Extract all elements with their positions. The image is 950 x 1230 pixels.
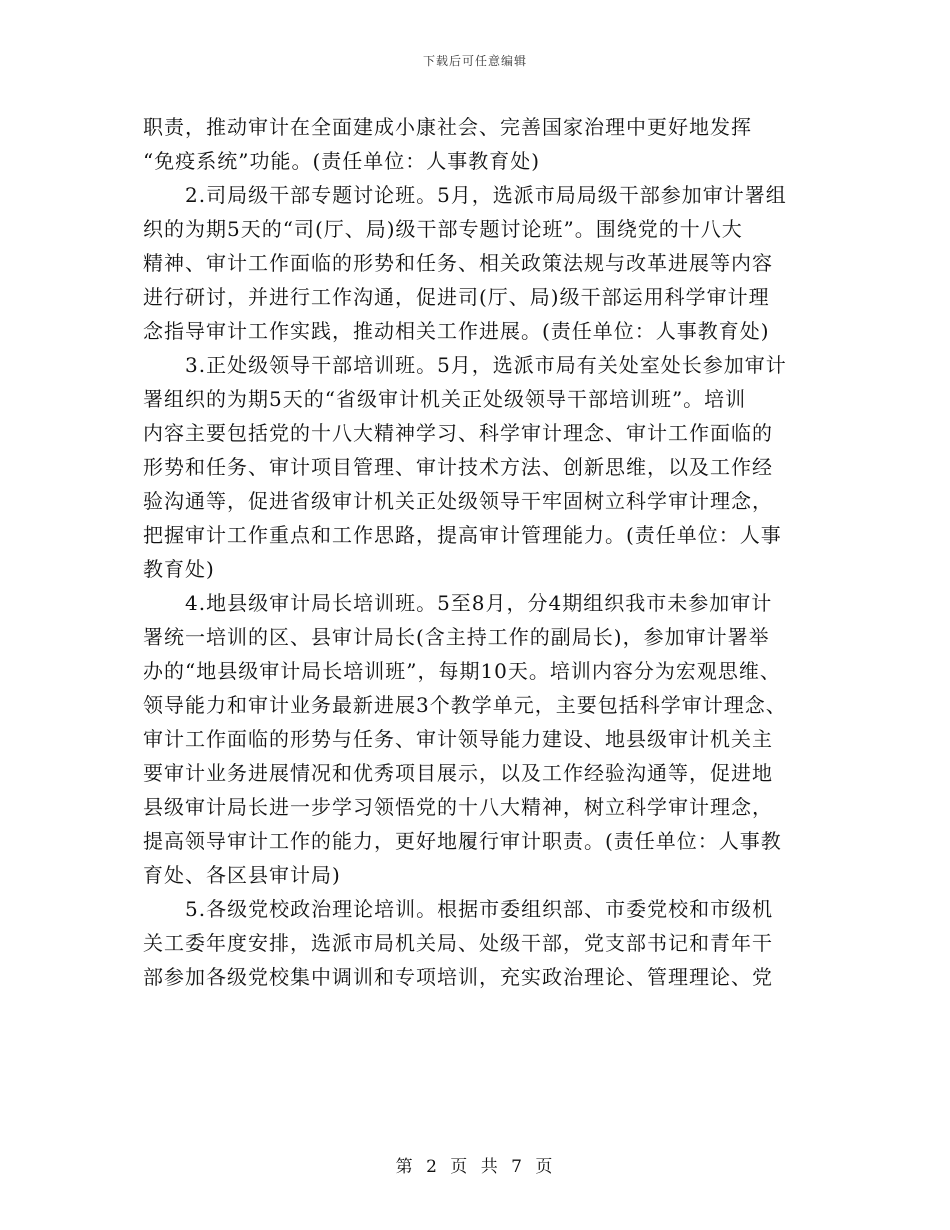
text-line: 内容主要包括党的十八大精神学习、科学审计理念、审计工作面临的 — [143, 421, 773, 445]
text-line: 3.正处级领导干部培训班。5月，选派市局有关处室处长参加审计 — [143, 353, 787, 377]
text-line: 署统一培训的区、县审计局长(含主持工作的副局长)，参加审计署举 — [143, 625, 770, 649]
document-body — [143, 110, 815, 994]
text-line: 精神、审计工作面临的形势和任务、相关政策法规与改革进展等内容 — [143, 251, 773, 275]
text-line: 提高领导审计工作的能力，更好地履行审计职责。(责任单位：人事教 — [143, 829, 782, 853]
text-line: 验沟通等，促进省级审计机关正处级领导干牢固树立科学审计理念， — [143, 489, 773, 513]
text-line: “免疫系统”功能。(责任单位：人事教育处) — [143, 149, 541, 173]
text-line: 署组织的为期5天的“省级审计机关正处级领导干部培训班”。培训 — [143, 387, 747, 411]
page-header: 下载后可任意编辑 — [422, 54, 527, 68]
text-line: 进行研讨，并进行工作沟通，促进司(厅、局)级干部运用科学审计理 — [143, 285, 770, 309]
text-line: 办的“地县级审计局长培训班”，每期10天。培训内容分为宏观思维、 — [143, 659, 781, 683]
text-line: 职责，推动审计在全面建成小康社会、完善国家治理中更好地发挥 — [143, 115, 752, 139]
text-line: 织的为期5天的“司(厅、局)级干部专题讨论班”。围绕党的十八大 — [143, 217, 743, 241]
text-line: 县级审计局长进一步学习领悟党的十八大精神，树立科学审计理念， — [143, 795, 773, 819]
text-line: 把握审计工作重点和工作思路，提高审计管理能力。(责任单位：人事 — [143, 523, 782, 547]
text-line: 部参加各级党校集中调训和专项培训，充实政治理论、管理理论、党 — [143, 965, 773, 989]
text-line: 领导能力和审计业务最新进展3个教学单元，主要包括科学审计理念、 — [143, 693, 787, 717]
text-line: 4.地县级审计局长培训班。5至8月，分4期组织我市未参加审计 — [143, 591, 773, 615]
text-line: 形势和任务、审计项目管理、审计技术方法、创新思维，以及工作经 — [143, 455, 773, 479]
page-number: 第 2 页 共 7 页 — [395, 1157, 555, 1177]
text-line: 要审计业务进展情况和优秀项目展示，以及工作经验沟通等，促进地 — [143, 761, 773, 785]
text-line: 关工委年度安排，选派市局机关局、处级干部，党支部书记和青年干 — [143, 931, 773, 955]
text-line: 教育处) — [143, 557, 215, 581]
text-line: 念指导审计工作实践，推动相关工作进展。(责任单位：人事教育处) — [143, 319, 770, 343]
text-line: 2.司局级干部专题讨论班。5月，选派市局局级干部参加审计署组 — [143, 183, 787, 207]
text-line: 育处、各区县审计局) — [143, 863, 341, 887]
text-line: 5.各级党校政治理论培训。根据市委组织部、市委党校和市级机 — [143, 897, 774, 921]
text-line: 审计工作面临的形势与任务、审计领导能力建设、地县级审计机关主 — [143, 727, 773, 751]
